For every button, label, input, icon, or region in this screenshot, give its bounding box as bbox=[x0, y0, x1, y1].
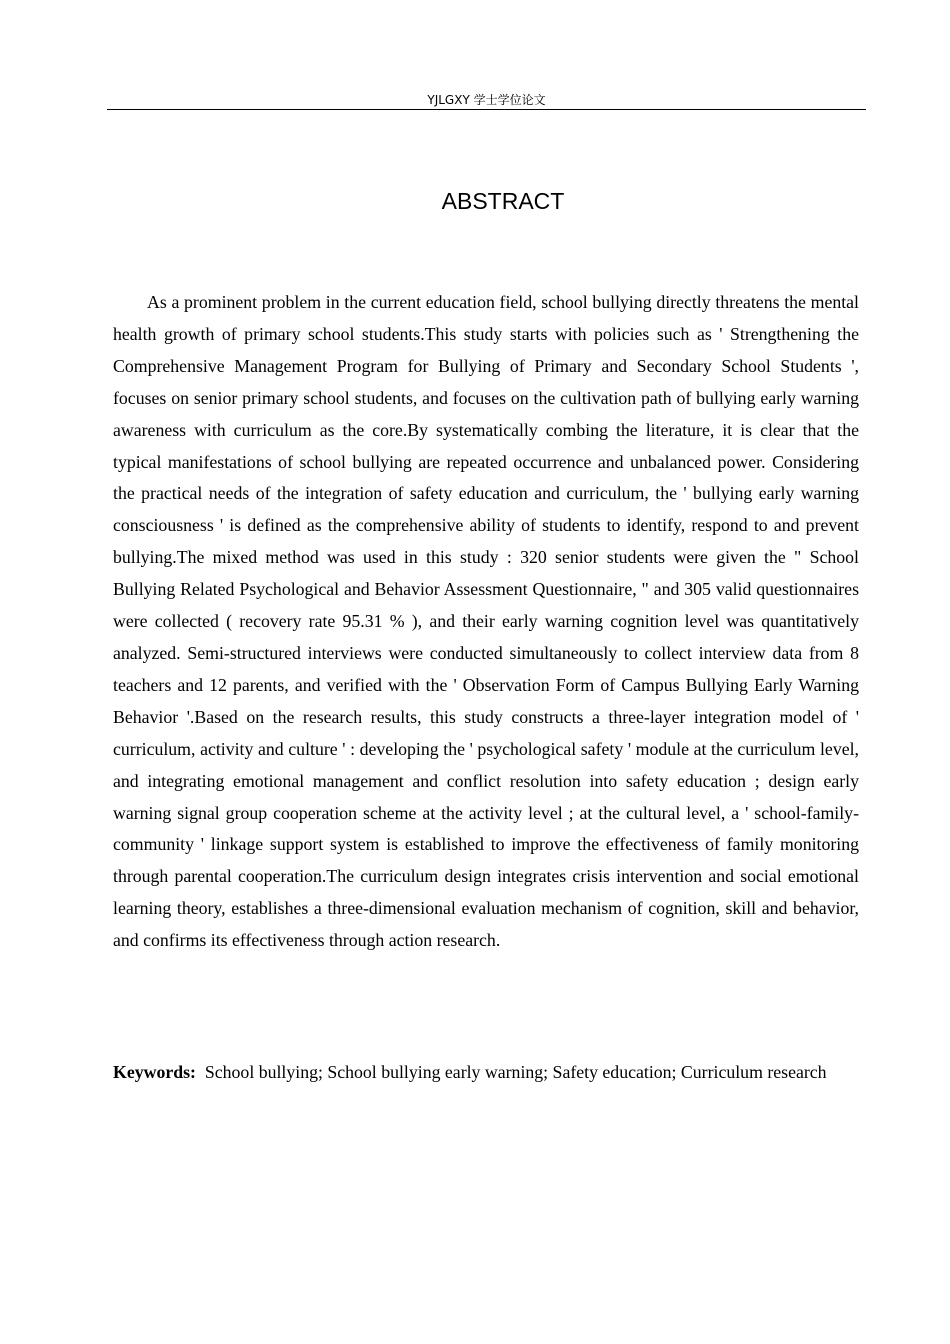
abstract-body: As a prominent problem in the current education field, school bullying directly threatens the mental health growth of primary school students.This study starts with policies such as ' Strengthening the Comprehensive Management Program for Bullying of Primary and Secondary School Students ', focuses on senior primary school students, and focuses on the cultivation path of bullying early warning awareness with curriculum as the core.By systematically combing the literature, it is clear that the typical manifestations of school bullying are repeated occurrence and unbalanced power. Considering the practical needs of the integration of safety education and curriculum, the ' bullying early warning consciousness ' is defined as the comprehensive ability of students to identify, respond to and prevent bullying.The mixed method was used in this study : 320 senior students were given the " School Bullying Related Psychological and Behavior Assessment Questionnaire, " and 305 valid questionnaires were collected ( recovery rate 95.31 % ), and their early warning cognition level was quantitatively analyzed. Semi-structured interviews were conducted simultaneously to collect interview data from 8 teachers and 12 parents, and verified with the ' Observation Form of Campus Bullying Early Warning Behavior '.Based on the research results, this study constructs a three-layer integration model of ' curriculum, activity and culture ' : developing the ' psychological safety ' module at the curriculum level, and integrating emotional management and conflict resolution into safety education ; design early warning signal group cooperation scheme at the activity level ; at the cultural level, a ' school-family-community ' linkage support system is established to improve the effectiveness of family monitoring through parental cooperation.The curriculum design integrates crisis intervention and social emotional learning theory, establishes a three-dimensional evaluation mechanism of cognition, skill and behavior, and confirms its effectiveness through action research. bbox=[113, 292, 859, 951]
keywords-label: Keywords: bbox=[113, 1062, 196, 1082]
header-text: YJLGXY 学士学位论文 bbox=[427, 93, 546, 107]
keywords-section bbox=[113, 1047, 859, 1097]
keywords-text: School bullying; School bullying early warning; Safety education; Curriculum research bbox=[204, 1062, 827, 1082]
page-header bbox=[107, 91, 866, 110]
page-title: ABSTRACT bbox=[441, 188, 565, 214]
